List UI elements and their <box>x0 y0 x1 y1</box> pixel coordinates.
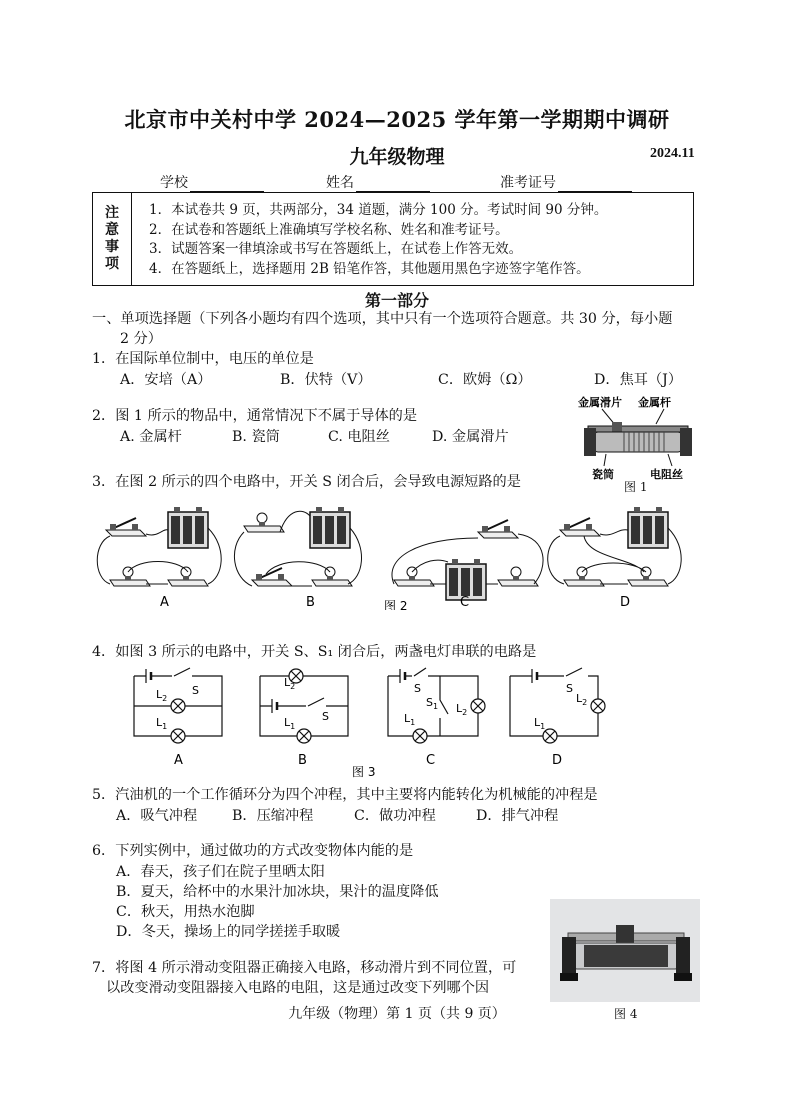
fig3-letter-a: A <box>174 753 183 768</box>
fig3-caption: 图 3 <box>352 765 376 778</box>
figure-4-caption: 图 4 <box>614 1007 638 1021</box>
fig2-caption: 图 2 <box>384 599 408 610</box>
q1-option-c: C．欧姆（Ω） <box>438 372 532 388</box>
q5-option-c: C．做功冲程 <box>354 808 436 824</box>
fig2-letter-b: B <box>306 595 315 610</box>
q2-option-b: B. 瓷筒 <box>232 429 280 445</box>
section-heading: 一、单项选择题（下列各小题均有四个选项，其中只有一个选项符合题意。共 30 分，每小题 <box>92 311 673 327</box>
circuit-schematics <box>126 664 626 778</box>
schematic-c-switch-label: S <box>414 682 421 695</box>
q5-option-b: B．压缩冲程 <box>232 808 314 824</box>
fig3-letter-c: C <box>426 753 436 768</box>
schematic-d-l2: $L_2$ <box>576 692 588 707</box>
schematic-b-l1: $L_1$ <box>284 716 296 731</box>
notice-item: 3．试题答案一律填涂或书写在答题纸上，在试卷上作答无效。 <box>149 241 523 257</box>
section-heading-cont: 2 分） <box>120 331 162 347</box>
q1-stem: 1．在国际单位制中，电压的单位是 <box>92 351 314 367</box>
exam-id-blank <box>558 177 632 192</box>
exam-subtitle: 九年级物理 <box>349 146 445 168</box>
figure-1-caption: 图 1 <box>624 480 648 494</box>
circuit-c <box>392 520 543 600</box>
name-blank <box>356 177 430 192</box>
q5-option-a: A．吸气冲程 <box>116 808 198 824</box>
rheostat-diagram <box>572 392 700 488</box>
exam-title: 北京市中关村中学 2024—2025 学年第一学期期中调研 <box>124 107 670 132</box>
q1-option-d: D．焦耳（J） <box>594 372 683 388</box>
schematic-d-l1: $L_1$ <box>534 716 546 731</box>
schematic-c-s1: $S_1$ <box>426 696 439 711</box>
q5-stem: 5．汽油机的一个工作循环分为四个冲程，其中主要将内能转化为机械能的冲程是 <box>92 787 598 803</box>
school-label: 学校 <box>160 175 188 191</box>
schematic-c-l2: $L_2$ <box>456 702 468 717</box>
part-title: 第一部分 <box>364 291 429 310</box>
q1-option-a: A．安培（A） <box>120 372 212 388</box>
fig2-letter-c: C <box>460 595 470 610</box>
fig3-letter-b: B <box>298 753 307 768</box>
figure-3 <box>126 664 626 778</box>
label-tube: 瓷筒 <box>592 468 614 481</box>
notice-item: 2．在试卷和答题纸上准确填写学校名称、姓名和准考证号。 <box>149 221 509 238</box>
fig2-letter-a: A <box>160 595 169 610</box>
q2-stem: 2．图 1 所示的物品中，通常情况下不属于导体的是 <box>92 408 418 424</box>
q5-option-d: D．排气冲程 <box>476 808 559 824</box>
figure-2 <box>88 498 698 610</box>
fig2-letter-d: D <box>620 595 631 610</box>
q6-option-d: D．冬天，操场上的同学搓搓手取暖 <box>116 924 341 940</box>
notice-item: 4．在答题纸上，选择题用 2B 铅笔作答，其他题用黑色字迹签字笔作答。 <box>149 260 590 277</box>
q3-stem: 3．在图 2 所示的四个电路中，开关 S 闭合后，会导致电源短路的是 <box>92 474 521 490</box>
schematic-a <box>134 668 222 743</box>
fig3-letter-d: D <box>552 753 563 768</box>
notice-label: 注 意 事 项 <box>93 193 132 285</box>
circuit-a <box>97 507 221 586</box>
exam-date: 2024.11 <box>650 146 695 161</box>
schematic-b <box>260 669 348 743</box>
schematic-b-l2: $L_2$ <box>284 676 296 691</box>
label-rod: 金属杆 <box>638 396 671 409</box>
page-footer: 九年级（物理）第 1 页（共 9 页） <box>288 1006 506 1022</box>
notice-item: 1．本试卷共 9 页，共两部分，34 道题，满分 100 分。考试时间 90 分钟。 <box>149 202 608 218</box>
figure-1 <box>572 392 700 488</box>
rheostat-photo <box>550 899 700 1002</box>
label-slider: 金属滑片 <box>578 396 622 409</box>
q6-option-a: A．春天，孩子们在院子里晒太阳 <box>116 864 325 880</box>
q7-line2: 以改变滑动变阻器接入电路的电阻，这是通过改变下列哪个因 <box>106 980 490 996</box>
school-field <box>160 172 264 192</box>
schematic-d <box>510 668 605 743</box>
exam-id-field <box>500 172 632 192</box>
q1-option-b: B．伏特（V） <box>280 372 372 388</box>
exam-id-label: 准考证号 <box>500 175 556 191</box>
circuit-photos <box>88 498 698 610</box>
schematic-d-switch-label: S <box>566 682 573 695</box>
q2-option-c: C. 电阻丝 <box>328 429 390 445</box>
label-wire: 电阻丝 <box>650 468 683 481</box>
q6-stem: 6．下列实例中，通过做功的方式改变物体内能的是 <box>92 843 414 859</box>
q6-option-b: B．夏天，给杯中的水果汁加冰块，果汁的温度降低 <box>116 884 439 900</box>
circuit-d <box>548 507 681 586</box>
schematic-b-switch-label: S <box>322 710 329 723</box>
schematic-c-l1: $L_1$ <box>404 712 416 727</box>
schematic-a-switch-label: S <box>192 684 199 697</box>
q2-option-a: A. 金属杆 <box>120 429 182 445</box>
name-field <box>326 172 430 192</box>
q7-line1: 7．将图 4 所示滑动变阻器正确接入电路，移动滑片到不同位置，可 <box>92 960 517 976</box>
schematic-a-l2: $L_2$ <box>156 688 168 703</box>
q6-option-c: C．秋天，用热水泡脚 <box>116 904 255 920</box>
notice-box <box>92 192 694 286</box>
schematic-a-l1: $L_1$ <box>156 716 168 731</box>
circuit-b <box>234 507 361 586</box>
q4-stem: 4．如图 3 所示的电路中，开关 S、S₁ 闭合后，两盏电灯串联的电路是 <box>92 644 537 660</box>
figure-4 <box>550 899 700 1002</box>
notice-items <box>149 201 607 279</box>
q2-option-d: D. 金属滑片 <box>432 429 509 445</box>
name-label: 姓名 <box>326 175 354 191</box>
school-blank <box>190 177 264 192</box>
